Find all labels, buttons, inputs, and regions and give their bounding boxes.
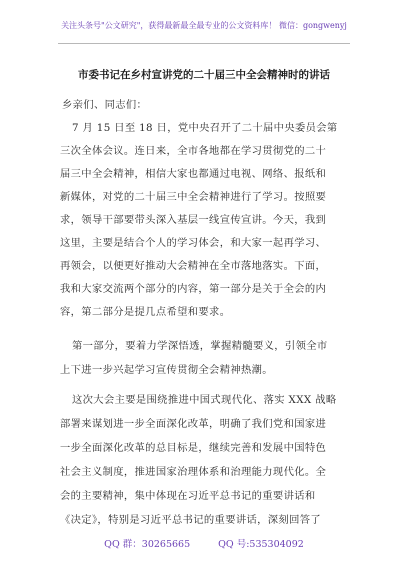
paragraph-1-line: 届三中全会精神，相信大家也都通过电视、网络、报纸和 (60, 168, 327, 180)
header-divider (58, 43, 350, 44)
paragraph-1-line: 求，领导干部要带头深入基层一线宣传宣讲。今天，我到 (60, 214, 327, 226)
paragraph-1-line: 再领会，以便更好推动大会精神在全市落地落实。下面， (60, 260, 327, 272)
paragraph-3-line: 部署来谋划进一步全面深化改革，明确了我们党和国家进 (60, 418, 327, 430)
paragraph-3-line: 一步全面深化改革的总目标是，继续完善和发展中国特色 (60, 442, 327, 454)
document-title: 市委书记在乡村宣讲党的二十届三中全会精神时的讲话 (78, 69, 330, 81)
salutation: 乡亲们、同志们： (62, 99, 148, 111)
paragraph-1-line: 我和大家交流两个部分的内容，第一部分是关于全会的内 (60, 283, 327, 295)
paragraph-1-line: 新媒体，对党的二十届三中全会精神进行了学习。按照要 (60, 191, 327, 203)
paragraph-1-line: 三次全体会议。连日来，全市各地都在学习贯彻党的二十 (60, 145, 327, 157)
qq-group-number: QQ 群：30265665 (104, 539, 191, 550)
paragraph-1-line: 7 月 15 日至 18 日，党中央召开了二十届中央委员会第 (72, 122, 338, 134)
paragraph-2-line: 上下进一步兴起学习宣传贯彻全会精神热潮。 (60, 364, 273, 376)
paragraph-3-line: 会的主要精神，集中体现在习近平总书记的重要讲话和 (60, 490, 316, 502)
paragraph-3-line: 社会主义制度，推进国家治理体系和治理能力现代化。全 (60, 466, 327, 478)
paragraph-1-line: 这里，主要是结合个人的学习体会，和大家一起再学习、 (60, 237, 327, 249)
paragraph-2-line: 第一部分，要着力学深悟透，掌握精髓要义，引领全市 (72, 340, 328, 352)
qq-number: QQ 号:535304092 (218, 539, 304, 550)
page-footer (0, 536, 408, 550)
promo-banner: 关注头条号"公文研究"，获得最新最全最专业的公文资料库！ 微信：gongwenyj (61, 21, 347, 30)
paragraph-1-line: 容，第二部分是提几点希望和要求。 (60, 306, 231, 318)
paragraph-3-line: 这次大会主要是围绕推进中国式现代化、落实 XXX 战略 (72, 394, 337, 406)
paragraph-3-line: 《决定》，特别是习近平总书记的重要讲话，深刻回答了 (60, 514, 322, 526)
